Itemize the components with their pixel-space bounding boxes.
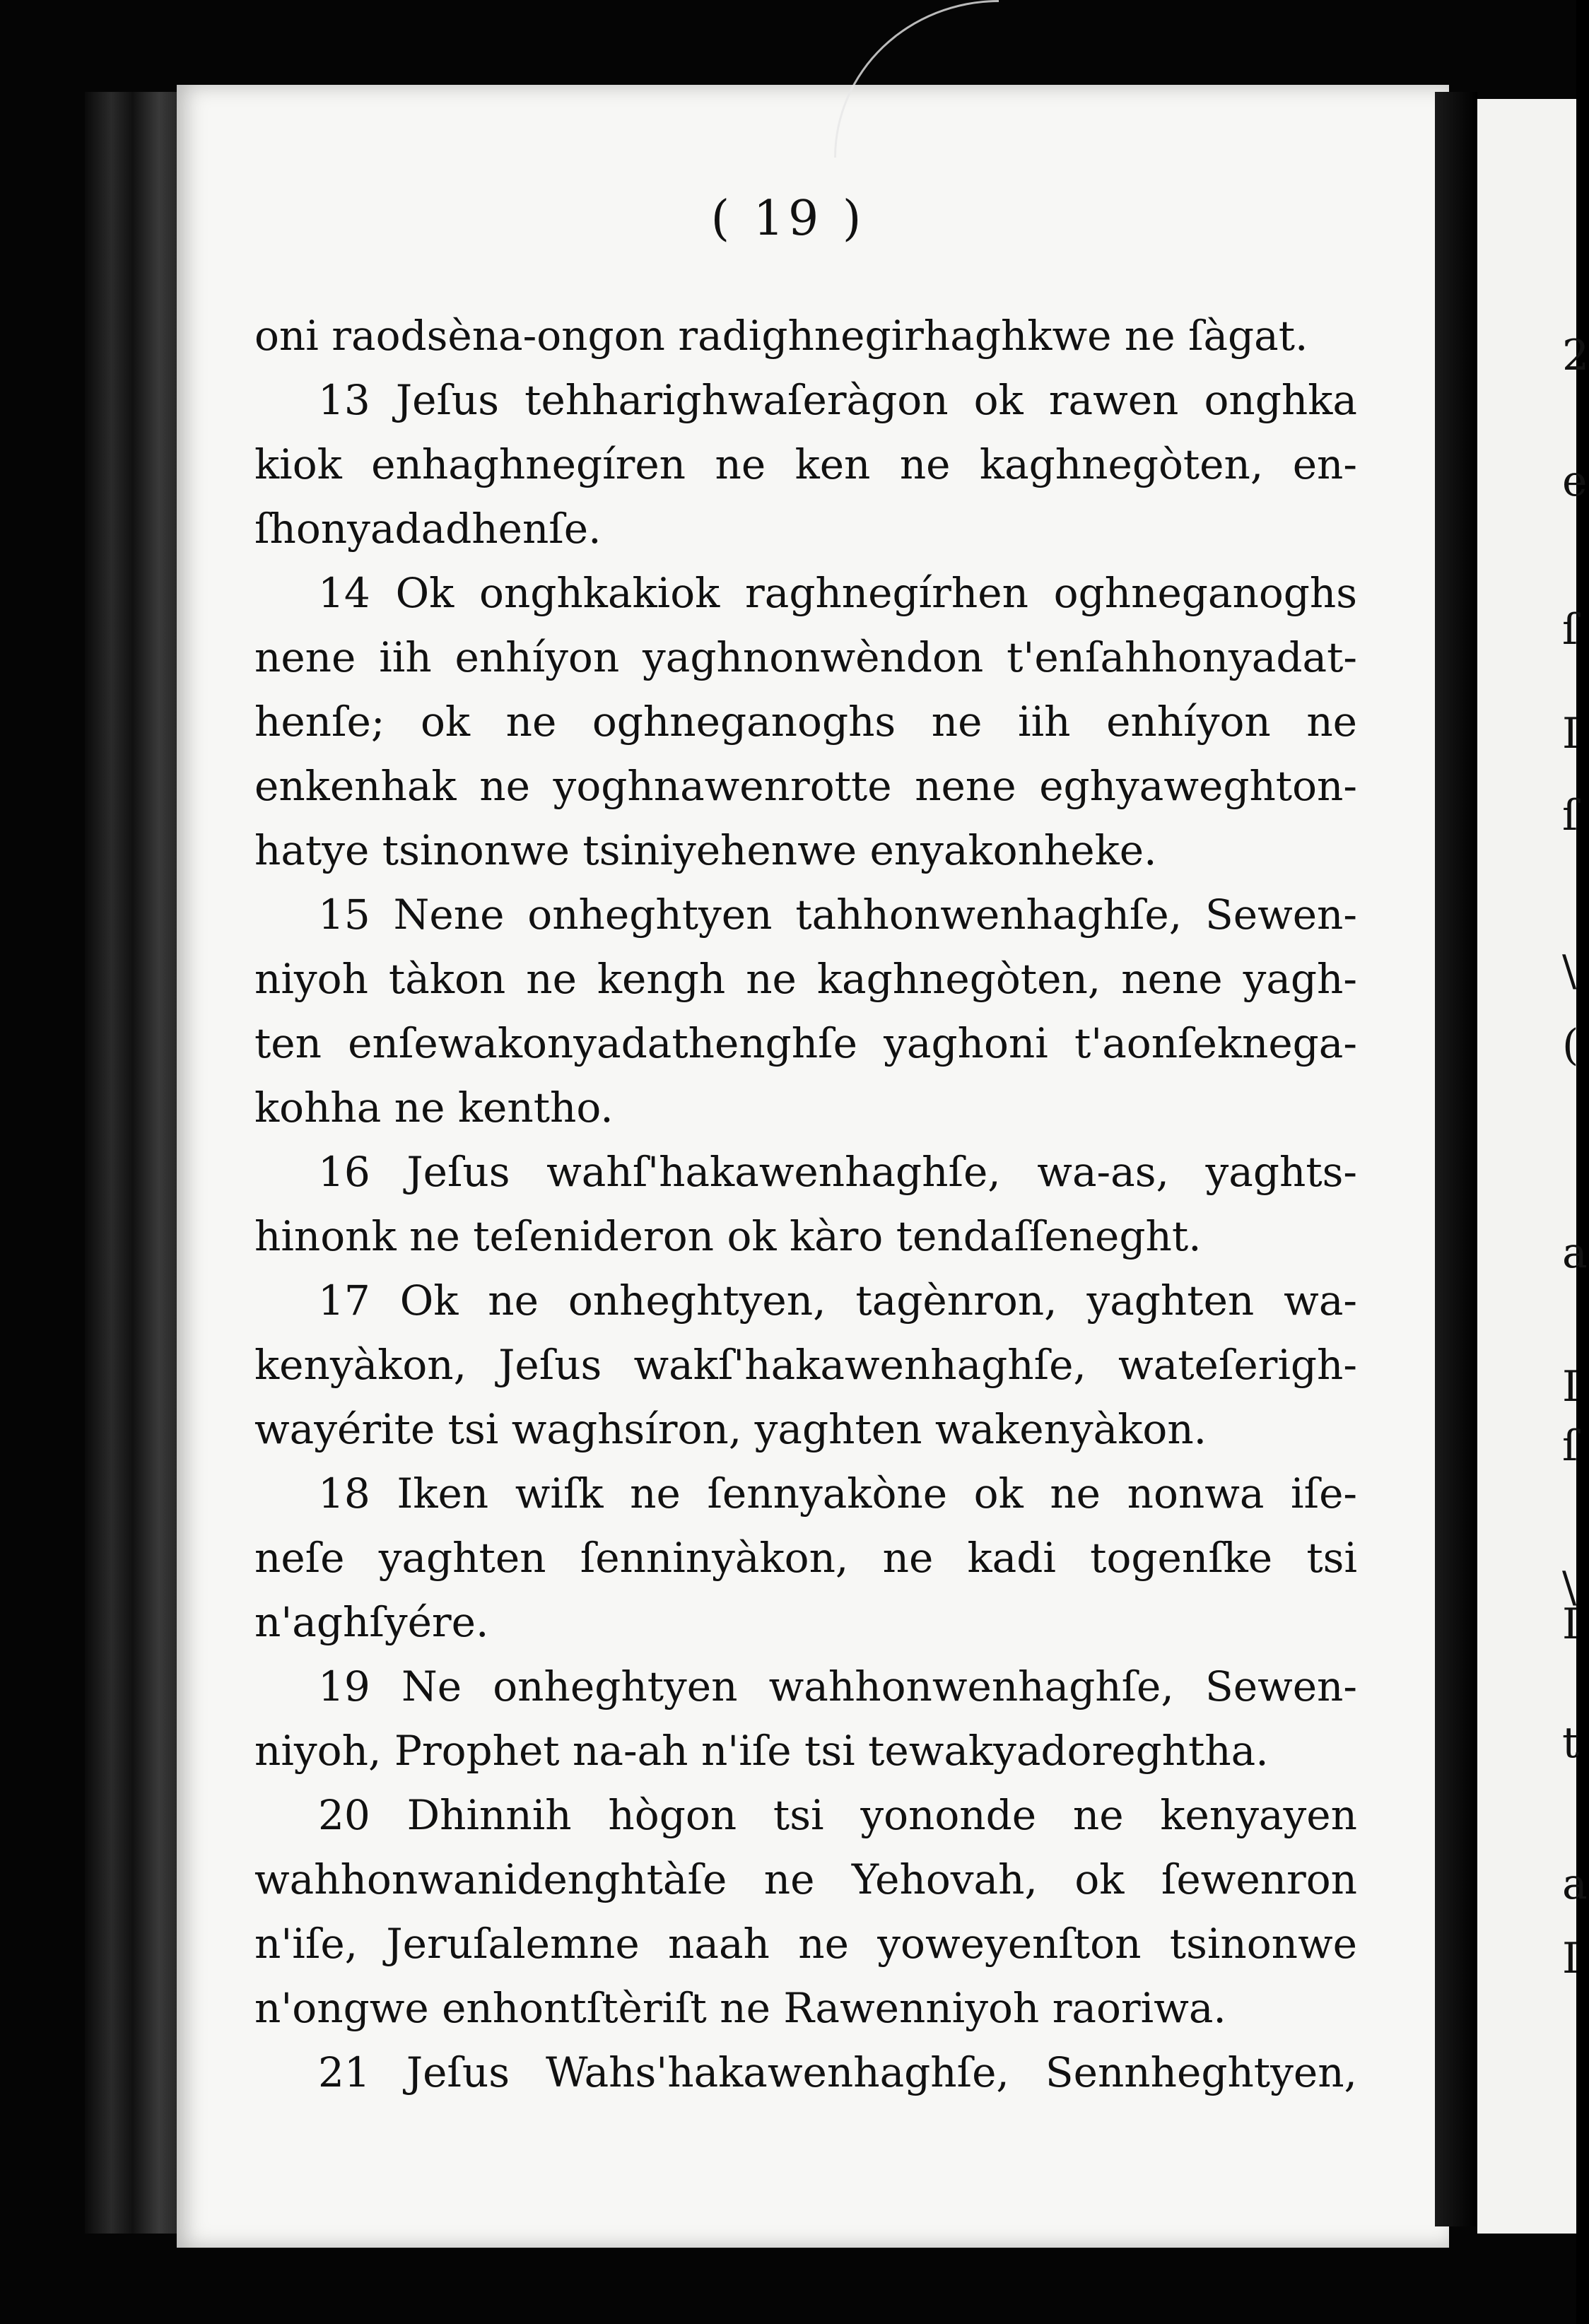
text-line: kenyàkon, Jeſus wakſ'hakawenhaghſe, wateſerigh- [254,1341,1357,1389]
adjacent-page-glyph: \ [1562,946,1577,996]
page-body-text [254,304,1357,2105]
text-line: niyoh tàkon ne kengh ne kaghnegòten, nene yagh- [254,955,1357,1003]
text-line: ten enſewakonyadathenghſe yaghoni t'aonſeknega- [254,1019,1357,1067]
adjacent-page-glyph: a [1562,1228,1588,1278]
text-line: ſhonyadadhenſe. [254,505,602,553]
adjacent-page-glyph: ſ [1562,790,1578,840]
text-line: kohha ne kentho. [254,1084,614,1132]
adjacent-page-glyph: I [1562,1362,1579,1412]
text-line: 18 Iken wiſk ne ſennyakòne ok ne nonwa iſe- [318,1469,1357,1518]
adjacent-page-edge [1477,99,1579,2234]
page-number: ( 19 ) [710,191,866,247]
text-line: n'ongwe enhontſtèriſt ne Rawenniyoh raoriwa. [254,1984,1226,2032]
page-gutter-shadow [1435,92,1477,2226]
adjacent-page-glyph: 2 [1562,330,1589,380]
adjacent-page-glyph: ſ [1562,605,1578,655]
text-line: 15 Nene onheghtyen tahhonwenhaghſe, Sewen- [318,891,1357,939]
text-line: henſe; ok ne oghneganoghs ne iih enhíyon ne [254,698,1357,746]
text-line: kiok enhaghnegíren ne ken ne kaghnegòten, en- [254,440,1357,488]
text-line: niyoh, Prophet na-ah n'iſe tsi tewakyadoreghtha. [254,1727,1269,1775]
text-line: 14 Ok onghkakiok raghnegírhen oghneganoghs [318,569,1357,617]
adjacent-page-glyph: t [1562,1718,1580,1768]
adjacent-page-glyph: ( [1562,1021,1579,1070]
adjacent-page-glyph: I [1562,1933,1579,1983]
text-line: hinonk ne teſenideron ok kàro tendaſſeneght. [254,1212,1202,1260]
text-line: 17 Ok ne onheghtyen, tagènron, yaghten wa- [318,1277,1357,1325]
text-line: n'aghſyére. [254,1598,489,1646]
text-line: n'iſe, Jeruſalemne naah ne yoweyenſton tsinonwe [254,1920,1357,1968]
text-line: enkenhak ne yoghnawenrotte nene eghyaweghton- [254,762,1357,810]
text-line: 20 Dhinnih hògon tsi yononde ne kenyayen [318,1791,1357,1839]
text-line: neſe yaghten ſenninyàkon, ne kadi togenſke tsi [254,1534,1357,1582]
adjacent-page-glyph: ſ [1562,1421,1578,1471]
text-line: hatye tsinonwe tsiniyehenwe enyakonheke. [254,826,1157,874]
adjacent-page-glyph: a [1562,1859,1588,1909]
text-line: wahhonwanidenghtàſe ne Yehovah, ok ſewenron [254,1855,1357,1903]
text-line: 16 Jeſus wahſ'hakawenhaghſe, wa-as, yaghts- [318,1148,1357,1196]
text-line: oni raodsèna-ongon radighnegirhaghkwe ne ſàgat. [254,312,1308,360]
adjacent-page-glyph: e [1562,457,1588,506]
text-line: 21 Jeſus Wahs'hakawenhaghſe, Sennheghtyen, [318,2048,1357,2096]
text-line: nene iih enhíyon yaghnonwèndon t'enſahhonyadat- [254,633,1357,681]
page-fold-mark [834,0,999,158]
adjacent-page-glyph: I [1562,1600,1579,1649]
text-line: 13 Jeſus tehharighwaſeràgon ok rawen onghka [318,376,1357,424]
text-line: wayérite tsi waghsíron, yaghten wakenyàkon. [254,1405,1207,1453]
book-binding [85,92,191,2234]
adjacent-page-glyph: \ [1562,1562,1577,1612]
adjacent-page-glyph: I [1562,709,1579,758]
text-line: 19 Ne onheghtyen wahhonwenhaghſe, Sewen- [318,1662,1357,1710]
